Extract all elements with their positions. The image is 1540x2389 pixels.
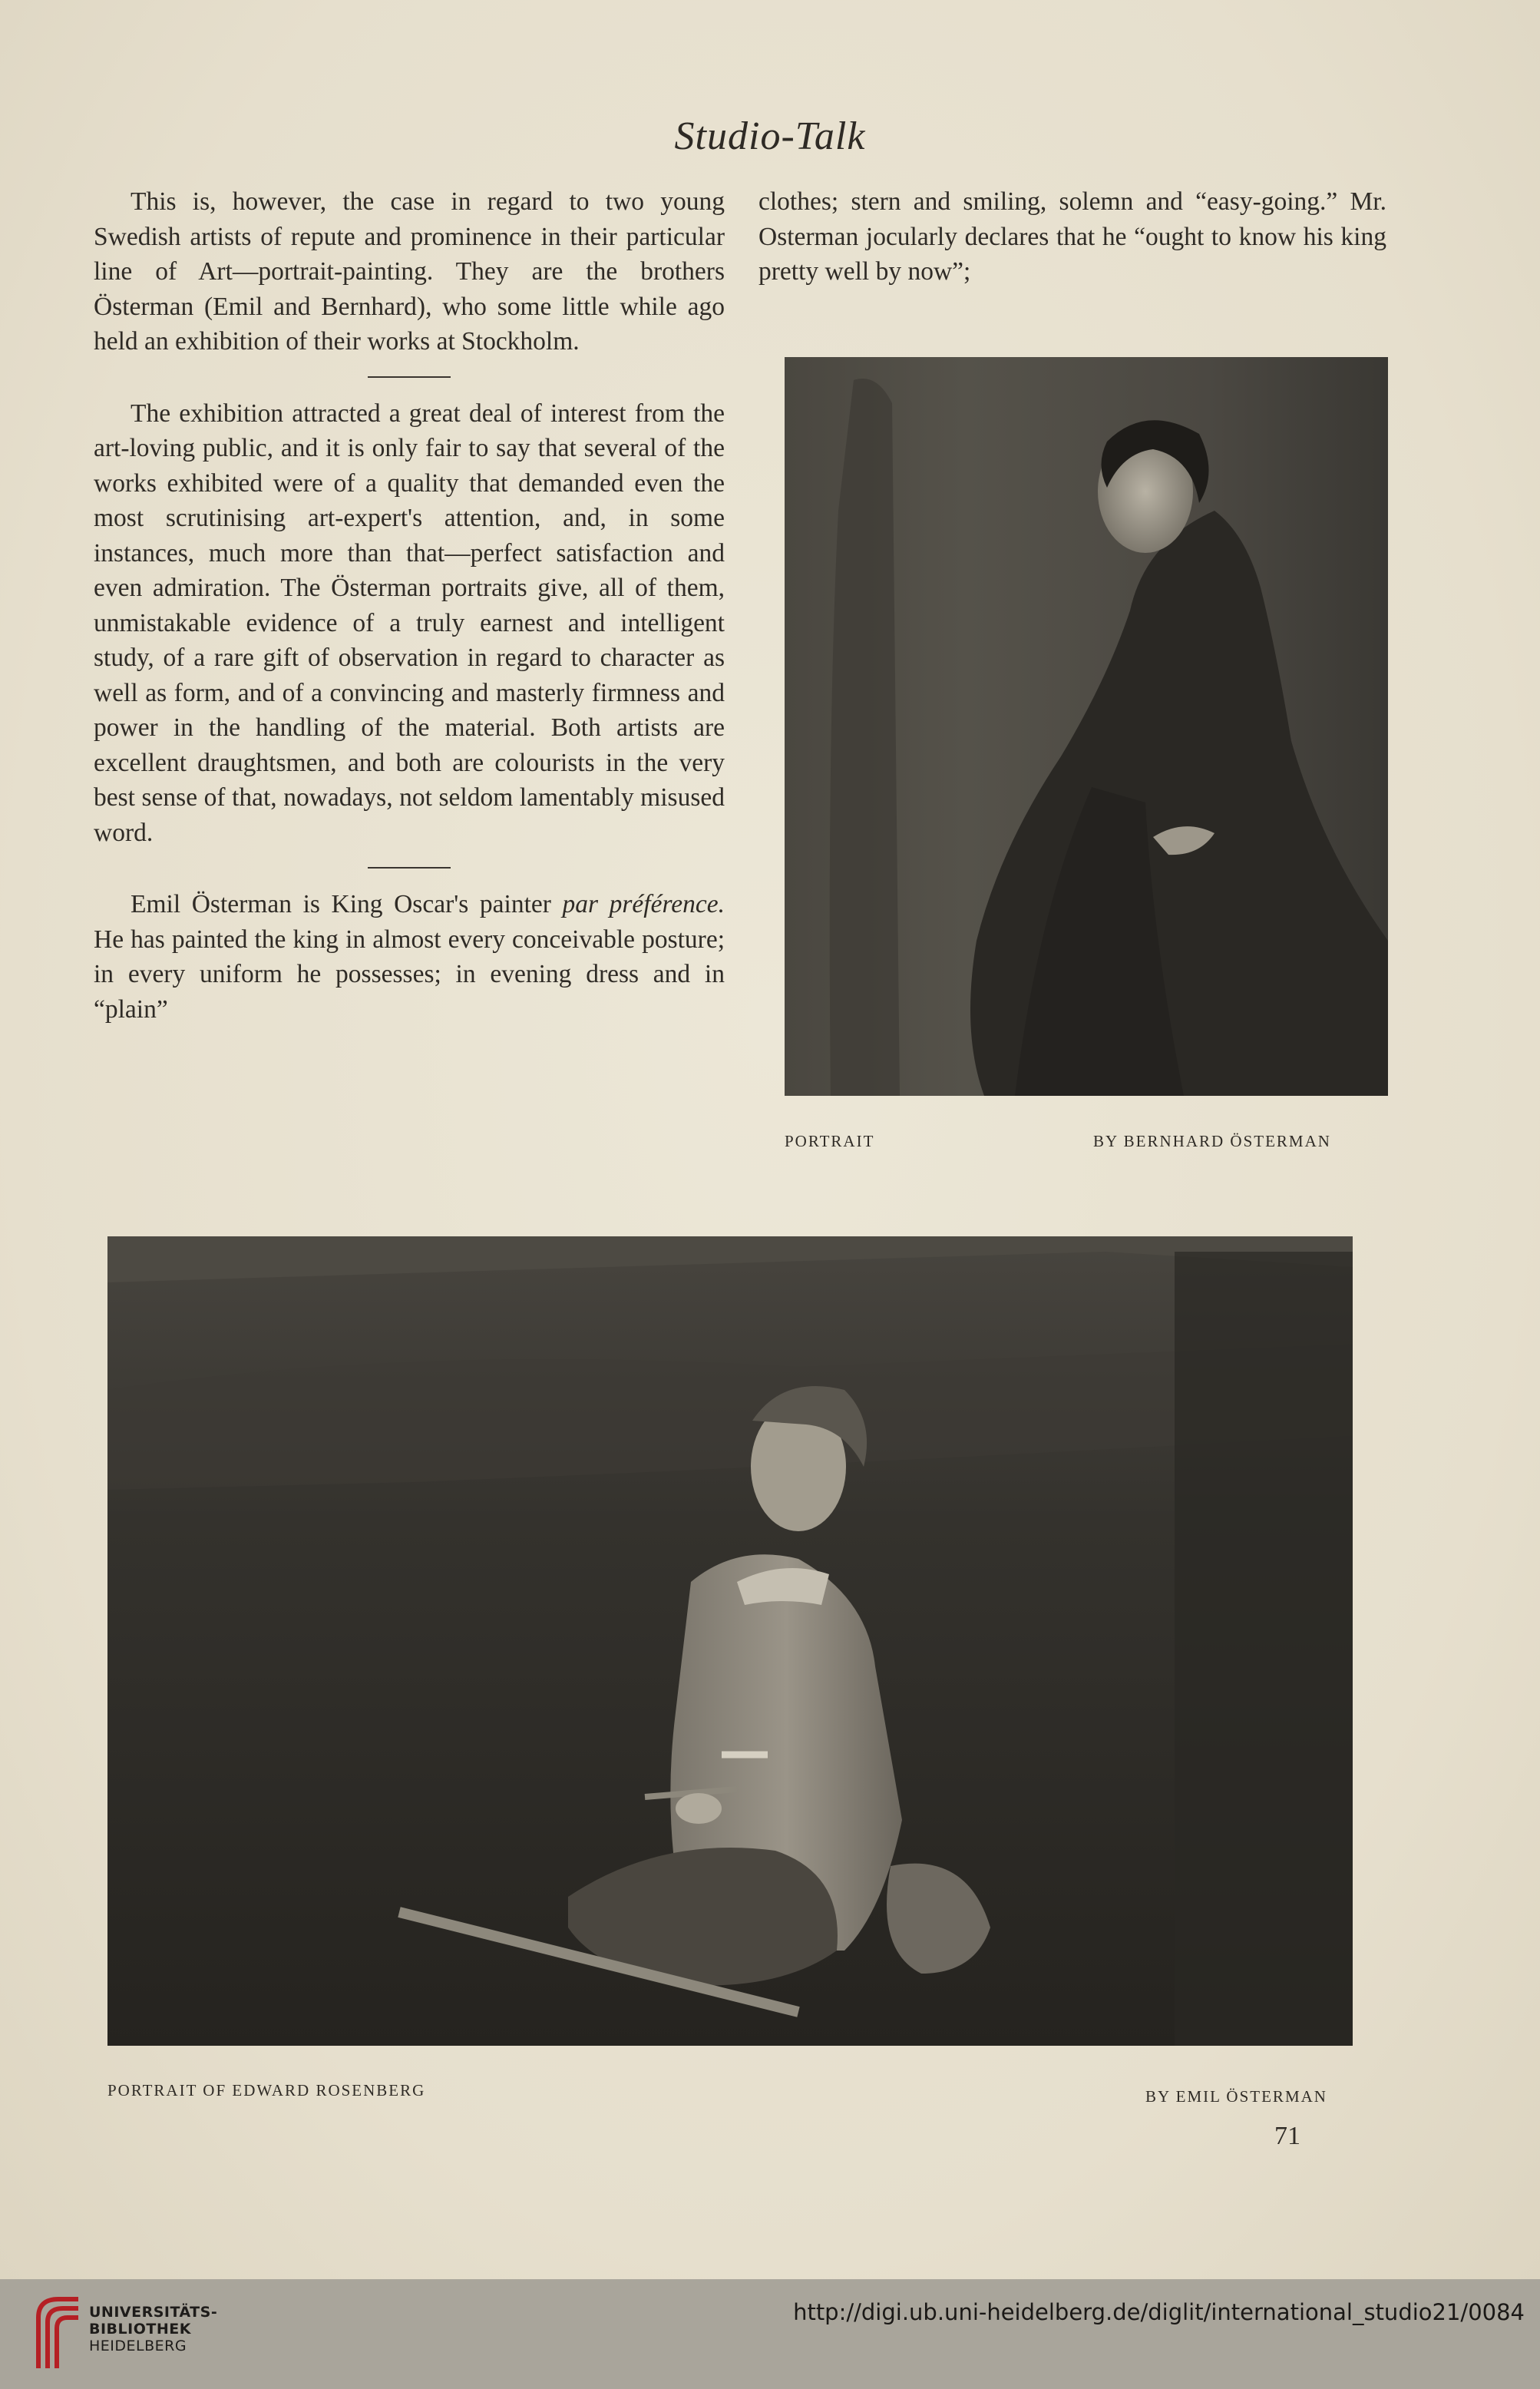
library-logo-icon	[34, 2295, 83, 2371]
figure2-caption-artist: BY EMIL ÖSTERMAN	[1145, 2087, 1327, 2106]
portrait-woman-image	[785, 357, 1388, 1096]
section-divider	[368, 867, 451, 869]
source-url-link[interactable]: http://digi.ub.uni-heidelberg.de/diglit/international_studio21/0084	[793, 2299, 1525, 2325]
portrait-photo-man	[107, 1236, 1353, 2046]
library-logo-text: UNIVERSITÄTS- BIBLIOTHEK HEIDELBERG	[89, 2304, 218, 2354]
right-text-column	[758, 184, 1386, 290]
paragraph-2: The exhibition attracted a great deal of interest from the art-loving public, and it is only fair to say that several of the works exhibited were of a quality that demanded even the most scrutinising art-expert's attention, and, in some instances, much more than that—perfect satisfaction and even admiration. The Österman portraits give, all of them, unmistakable evidence of a truly earnest and intelligent study, of a rare gift of observation in regard to character as well as form, and of a convincing and masterly firmness and power in the handling of the material. Both artists are excellent draughtsmen, and both are colourists in the very best sense of that, nowadays, not seldom lamentably misused word.	[94, 399, 725, 847]
figure1-caption-title: PORTRAIT	[785, 1132, 875, 1150]
section-divider	[368, 376, 451, 378]
figure2-caption-title: PORTRAIT OF EDWARD ROSENBERG	[107, 2081, 426, 2099]
figure1-caption-artist: BY BERNHARD ÖSTERMAN	[1093, 1132, 1331, 1150]
digitization-footer	[0, 2279, 1540, 2389]
paragraph-continued: clothes; stern and smiling, solemn and “easy-going.” Mr. Osterman jocularly declares that he “ought to know his king pretty well by now”;	[758, 187, 1386, 286]
portrait-man-image	[107, 1236, 1353, 2046]
paragraph-1: This is, however, the case in regard to two young Swedish artists of repute and prominence in their particular line of Art—portrait-painting. They are the brothers Österman (Emil and Bernhard), who some little while ago held an exhibition of their works at Stockholm.	[94, 187, 725, 356]
page-number: 71	[1274, 2122, 1300, 2150]
running-title: Studio-Talk	[674, 114, 866, 158]
paragraph-3: Emil Österman is King Oscar's painter par préférence. He has painted the king in almost every conceivable posture; in every uniform he possesses; in evening dress and in “plain”	[94, 890, 725, 1024]
emphasis-text: par préférence.	[562, 890, 725, 918]
portrait-photo-woman	[785, 357, 1388, 1096]
left-text-column	[94, 184, 725, 1027]
